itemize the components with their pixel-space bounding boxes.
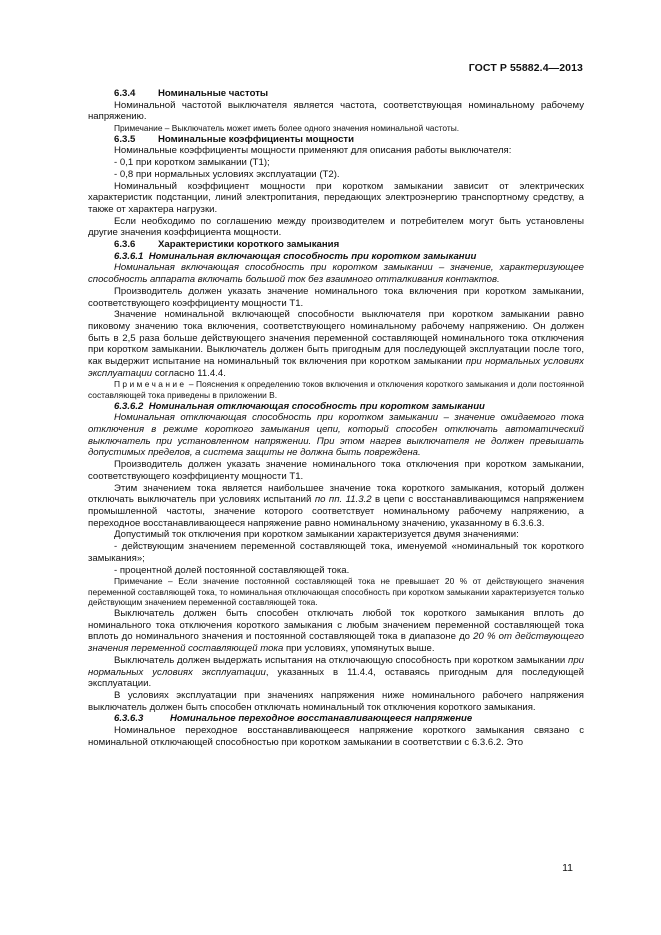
text-run-italic: при нормальных условиях эксплуатации	[88, 654, 584, 678]
subsection-heading-6-3-6-2	[88, 401, 584, 413]
note-text: – Выключатель может иметь более одного значения номинальной частоты.	[162, 123, 460, 134]
text-run: Выключатель должен быть способен отключать любой ток короткого замыкания вплоть до номинального тока отключения короткого замыкания с любым значением переменной составляющей тока вплоть до номинального значения и постоянной составляющей тока в диапазоне до	[88, 607, 584, 643]
subsection-title: Номинальная включающая способность при коротком замыкании	[148, 250, 477, 262]
paragraph: Номинальной частотой выключателя является частота, соответствующая номинальному рабочему напряжению.	[88, 99, 584, 123]
paragraph: Номинальное переходное восстанавливающееся напряжение короткого замыкания связано с номинальной отключающей способностью при коротком замыкании в соответствии с 6.3.6.2. Это	[88, 725, 584, 748]
list-item: - 0,8 при нормальных условиях эксплуатации (Т2).	[114, 168, 340, 180]
definition: Номинальная отключающая способность при коротком замыкании – значение ожидаемого тока отключения в режиме короткого замыкания цепи, который способен отключать автоматический выключатель при установленном напряжении. При этом нагрев выключателя не должен превышать допустимых пределов, а система защиты не должна быть повреждена.	[88, 412, 584, 459]
section-title: Номинальные частоты	[158, 88, 269, 99]
paragraph: Допустимый ток отключения при коротком замыкании характеризуется двумя значениями:	[114, 529, 519, 541]
page-body	[88, 88, 584, 748]
text-run: , указанных в 11.4.4, оставаясь пригодным для последующей эксплуатации.	[88, 666, 584, 690]
section-number: 6.3.6	[114, 239, 136, 251]
note-text: – Пояснения к определению токов включения и отключения короткого замыкания и доли постоянной составляющей тока приведены в приложении В.	[88, 379, 584, 401]
paragraph	[88, 608, 584, 655]
paragraph: Номинальные коэффициенты мощности применяют для описания работы выключателя:	[114, 145, 512, 157]
text-run-italic: по пп. 11.3.2	[314, 494, 372, 506]
paragraph: Производитель должен указать значение номинального тока включения при коротком замыкании, соответствующего коэффициенту мощности Т1.	[88, 285, 584, 309]
text-run: при условиях, упомянутых выше.	[283, 643, 435, 655]
paragraph	[88, 483, 584, 530]
subsection-title: Номинальная отключающая способность при коротком замыкании	[148, 400, 485, 412]
definition: Номинальная включающая способность при коротком замыкании – значение, характеризующее способность аппарата включать большой ток без взаимного отталкивания контактов.	[88, 262, 584, 286]
section-title: Характеристики короткого замыкания	[158, 239, 340, 251]
subsection-number: 6.3.6.1	[114, 250, 144, 262]
section-heading-6-3-5	[88, 134, 584, 146]
note-label: Примечание	[114, 576, 163, 587]
subsection-title: Номинальное переходное восстанавливающееся напряжение	[170, 713, 473, 725]
text-run-italic: при нормальных условиях эксплуатации	[88, 356, 584, 379]
note	[88, 123, 584, 134]
subsection-number: 6.3.6.3	[114, 713, 144, 725]
text-run-italic: 20 % от действующего значения переменной составляющей тока	[88, 631, 584, 655]
subsection-number: 6.3.6.2	[114, 400, 144, 412]
page-number: 11	[562, 862, 573, 874]
list-item: - процентной долей постоянной составляющей тока.	[114, 564, 350, 576]
text-run: Этим значением тока является наибольшее значение тока короткого замыкания, который должен отключать выключатель при условиях испытаний	[88, 482, 584, 506]
text-run: в цепи с восстанавливающимся напряжением промышленной частоты, значение которого соответствует номинальному рабочему напряжению, а переходное восстанавливающееся напряжение равно номинальному значению, указанному в 6.3.6.3.	[88, 494, 584, 529]
standard-designation: ГОСТ Р 55882.4—2013	[468, 62, 583, 74]
paragraph	[88, 655, 584, 690]
subsection-heading-6-3-6-1	[88, 251, 584, 263]
section-title: Номинальные коэффициенты мощности	[158, 133, 355, 145]
note-label: Примечание	[114, 379, 187, 390]
note-text: – Если значение постоянной составляющей тока не превышает 20 % от действующего значения переменной составляющей тока, то номинальная отключающая способность при коротком замыкании характеризуется только действующим значением переменной составляющей тока.	[88, 576, 584, 608]
list-item: - 0,1 при коротком замыкании (Т1);	[114, 157, 270, 169]
text-run: Выключатель должен выдержать испытания на отключающую способность при коротком замыкании	[114, 654, 569, 666]
section-number: 6.3.4	[114, 88, 136, 99]
paragraph: Производитель должен указать значение номинального тока отключения при коротком замыкании, соответствующего коэффициенту мощности Т1.	[88, 459, 584, 482]
paragraph	[88, 309, 584, 379]
paragraph: Номинальный коэффициент мощности при коротком замыкании зависит от электрических характеристик подстанции, линий электропитания, передающих электроэнергию транспортному средству, а также от характера нагрузки.	[88, 180, 584, 215]
list-item: - действующим значением переменной составляющей тока, именуемой «номинальный ток короткого замыкания»;	[88, 541, 584, 564]
text-run: согласно 11.4.4.	[152, 367, 226, 379]
note	[88, 379, 584, 400]
paragraph: В условиях эксплуатации при значениях напряжения ниже номинального рабочего напряжения выключатель должен быть способен отключать номинальный ток отключения короткого замыкания.	[88, 689, 584, 713]
text-run: Значение номинальной включающей способности выключателя при коротком замыкании равно пиковому значению тока включения, соответствующего номинальному рабочему напряжению. Он должен быть в 2,5 раза больше действующего значения переменной составляющей номинального тока отключения при коротком замыкании. Выключатель должен быть пригодным для последующей эксплуатации после того, как выдержит испытание на номинальный ток включения при коротком замыкании	[88, 309, 584, 368]
section-heading-6-3-4	[88, 88, 584, 100]
section-heading-6-3-6	[88, 239, 584, 251]
paragraph: Если необходимо по соглашению между производителем и потребителем могут быть установлены другие значения коэффициента мощности.	[88, 215, 584, 239]
section-number: 6.3.5	[114, 133, 136, 145]
note-label: Примечание	[114, 123, 163, 134]
subsection-heading-6-3-6-3	[88, 713, 584, 725]
note	[88, 576, 584, 608]
